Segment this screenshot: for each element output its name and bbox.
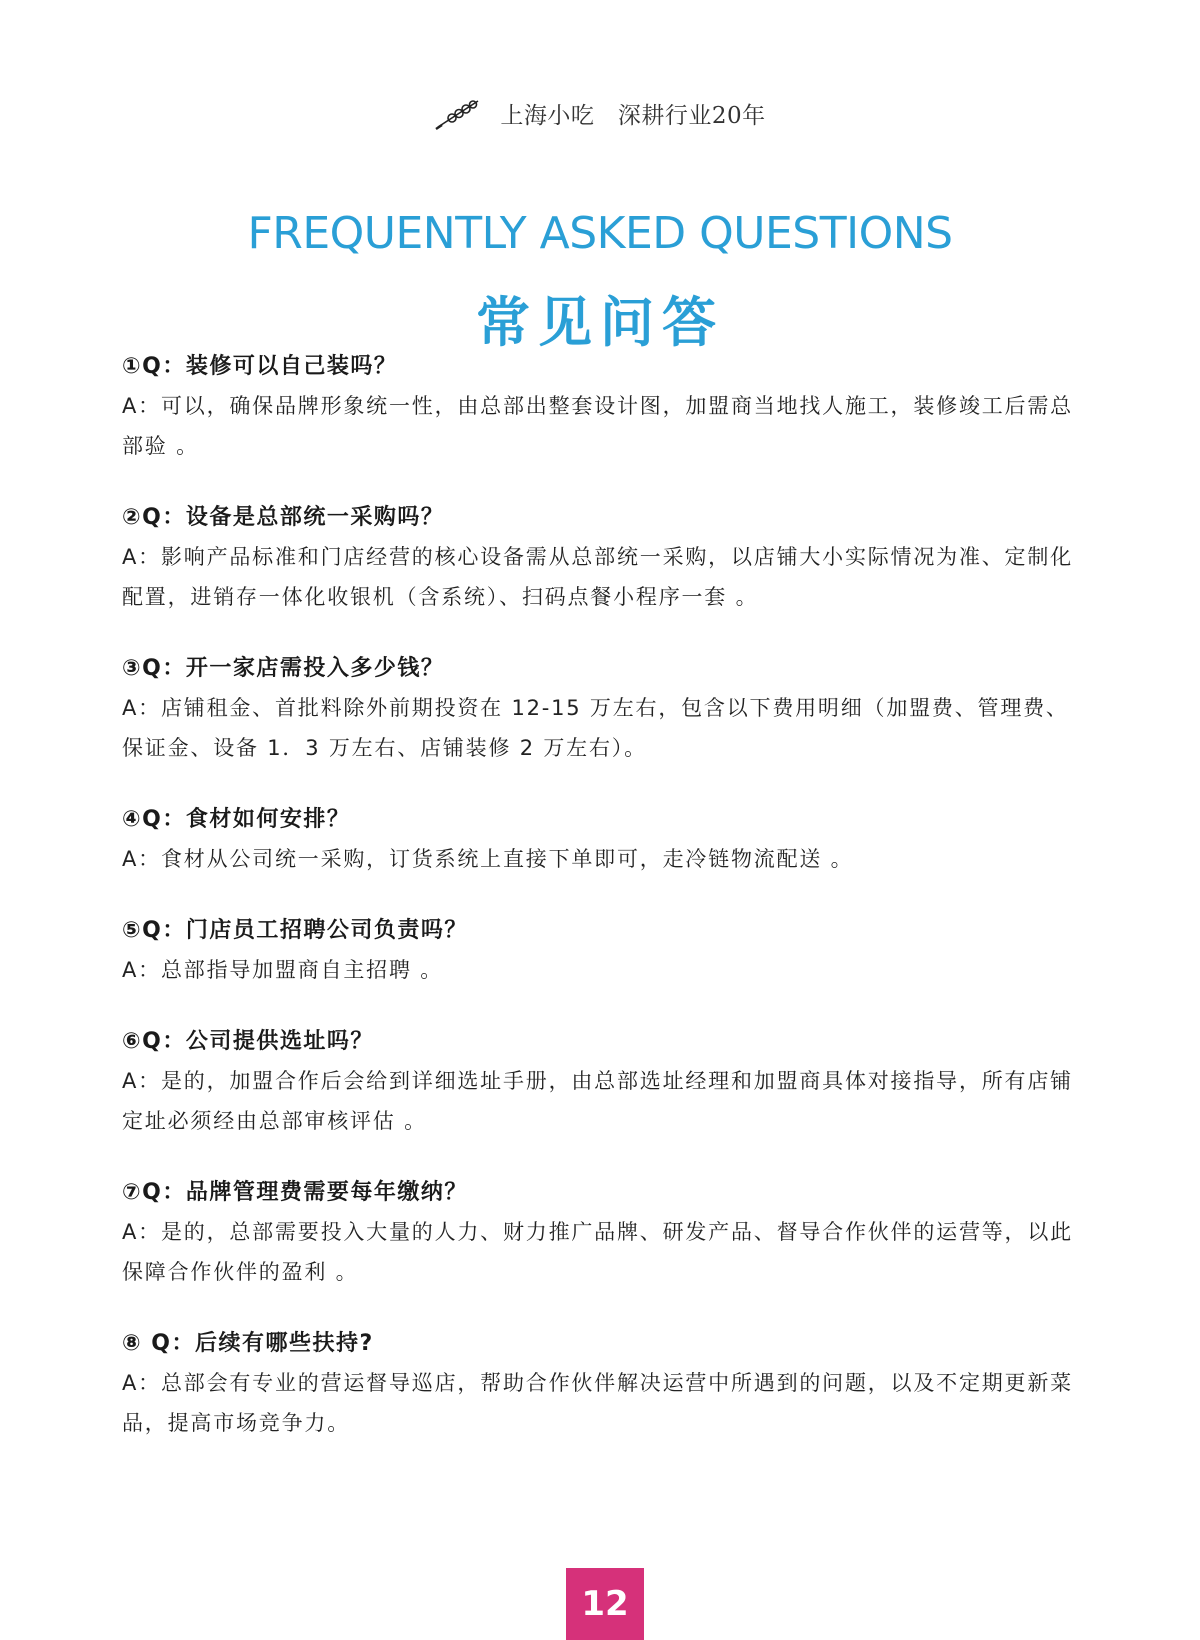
faq-answer: A：食材从公司统一采购，订货系统上直接下单即可，走冷链物流配送 。 <box>122 847 854 871</box>
faq-item-8 <box>122 1327 1082 1443</box>
page-title-english: FREQUENTLY ASKED QUESTIONS <box>247 208 953 259</box>
faq-item-2 <box>122 501 1082 617</box>
header-inner <box>434 93 765 133</box>
faq-answer: A：总部会有专业的营运督导巡店，帮助合作伙伴解决运营中所遇到的问题，以及不定期更新菜品，提高市场竞争力。 <box>122 1371 1073 1435</box>
faq-item-6 <box>122 1025 1082 1141</box>
header-slogan: 上海小吃 深耕行业20年 <box>500 102 766 129</box>
faq-question: ⑥Q：公司提供选址吗？ <box>122 1029 374 1054</box>
faq-answer: A：店铺租金、首批料除外前期投资在 12-15 万左右，包含以下费用明细（加盟费、管理费、保证金、设备 1．3 万左右、店铺装修 2 万左右）。 <box>122 696 1069 760</box>
faq-question: ③Q：开一家店需投入多少钱？ <box>122 656 445 681</box>
faq-question: ④Q：食材如何安排？ <box>122 807 351 832</box>
faq-item-7 <box>122 1176 1082 1292</box>
faq-answer: A：是的，加盟合作后会给到详细选址手册，由总部选址经理和加盟商具体对接指导，所有店铺定址必须经由总部审核评估 。 <box>122 1069 1073 1133</box>
page-number: 12 <box>581 1584 629 1624</box>
faq-question: ①Q：装修可以自己装吗？ <box>122 354 398 379</box>
faq-question: ⑧ Q：后续有哪些扶持? <box>122 1331 374 1356</box>
faq-answer: A：总部指导加盟商自主招聘 。 <box>122 958 444 982</box>
page-header <box>0 88 1200 138</box>
faq-question: ⑦Q：品牌管理费需要每年缴纳？ <box>122 1180 468 1205</box>
faq-question: ⑤Q：门店员工招聘公司负责吗？ <box>122 918 468 943</box>
page-title-chinese: 常见问答 <box>476 291 724 354</box>
faq-question: ②Q：设备是总部统一采购吗？ <box>122 505 445 530</box>
faq-item-1 <box>122 350 1082 466</box>
faq-list <box>122 350 1082 1478</box>
page-number-box <box>566 1568 644 1640</box>
faq-item-4 <box>122 803 1082 879</box>
faq-item-5 <box>122 914 1082 990</box>
faq-item-3 <box>122 652 1082 768</box>
skewer-icon <box>434 93 482 133</box>
faq-answer: A：影响产品标准和门店经营的核心设备需从总部统一采购，以店铺大小实际情况为准、定制化 配置，进销存一体化收银机（含系统）、扫码点餐小程序一套 。 <box>122 545 1073 609</box>
faq-answer: A：可以，确保品牌形象统一性，由总部出整套设计图，加盟商当地找人施工，装修竣工后需总部验 。 <box>122 394 1073 458</box>
faq-answer: A：是的，总部需要投入大量的人力、财力推广品牌、研发产品、督导合作伙伴的运营等，以此保障合作伙伴的盈利 。 <box>122 1220 1073 1284</box>
